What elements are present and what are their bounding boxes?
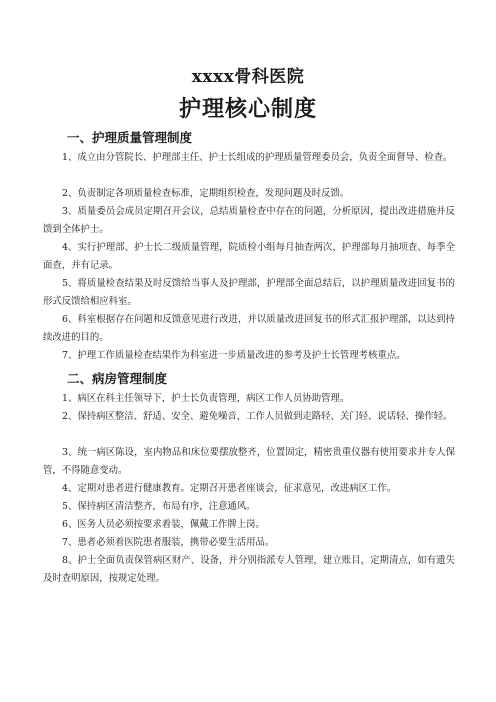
ward-item-2: 2、保持病区整洁、舒适、安全、避免噪音，工作人员做到走路轻、关门轻、说话轻、操作轻。 (62, 411, 453, 422)
quality-item-5: 5、将质量检查结果及时反馈给当事人及护理部，护理部全面总结后，以护理质量改进回复书的形式反馈给相应科室。 (43, 278, 455, 307)
quality-item-6: 6、科室根据存在问题和反馈意见进行改进，并以质量改进回复书的形式汇报护理部，以达到持续改进的目的。 (43, 314, 455, 343)
ward-item-7: 7、患者必须着医院患者服装，携带必要生活用品。 (62, 537, 275, 548)
ward-item-8: 8、护士全面负责保管病区财产、设备，并分别指派专人管理，建立账目，定期清点，如有遗失及时查明原因，按规定处理。 (43, 555, 455, 584)
ward-item-3: 3、统一病区陈设，室内物品和床位要摆放整齐，位置固定，精密贵重仪器有使用要求并专人保管，不得随意变动。 (43, 447, 455, 476)
ward-item-1: 1、病区在科主任领导下，护士长负责管理，病区工作人员协助管理。 (62, 393, 350, 404)
quality-item-2: 2、负责制定各项质量检查标准，定期组织检查，发现问题及时反馈。 (62, 188, 350, 199)
ward-item-5: 5、保持病区清洁整齐，布局有序，注意通风。 (62, 501, 256, 512)
ward-item-6: 6、医务人员必须按要求着装，佩戴工作牌上岗。 (62, 519, 265, 530)
section-heading-quality: 一、护理质量管理制度 (67, 130, 193, 145)
document-title: 护理核心制度 (178, 96, 317, 122)
quality-item-1: 1、成立由分管院长、护理部主任、护士长组成的护理质量管理委员会，负责全面督导、检查。 (62, 152, 453, 163)
quality-item-4: 4、实行护理部、护士长二级质量管理，院质检小组每月抽查两次，护理部每月抽项查、每季全面查，并有记录。 (43, 242, 455, 271)
hospital-title: xxxx骨科医院 (191, 67, 305, 87)
quality-item-3: 3、质量委员会成员定期召开会议，总结质量检查中存在的问题，分析原因，提出改进措施并反馈到全体护士。 (43, 206, 455, 235)
section-heading-ward: 二、病房管理制度 (67, 371, 168, 386)
quality-item-7: 7、护理工作质量检查结果作为科室进一步质量改进的参考及护士长管理考核重点。 (62, 350, 406, 361)
ward-item-4: 4、定期对患者进行健康教育。定期召开患者座谈会，征求意见，改进病区工作。 (62, 483, 397, 494)
